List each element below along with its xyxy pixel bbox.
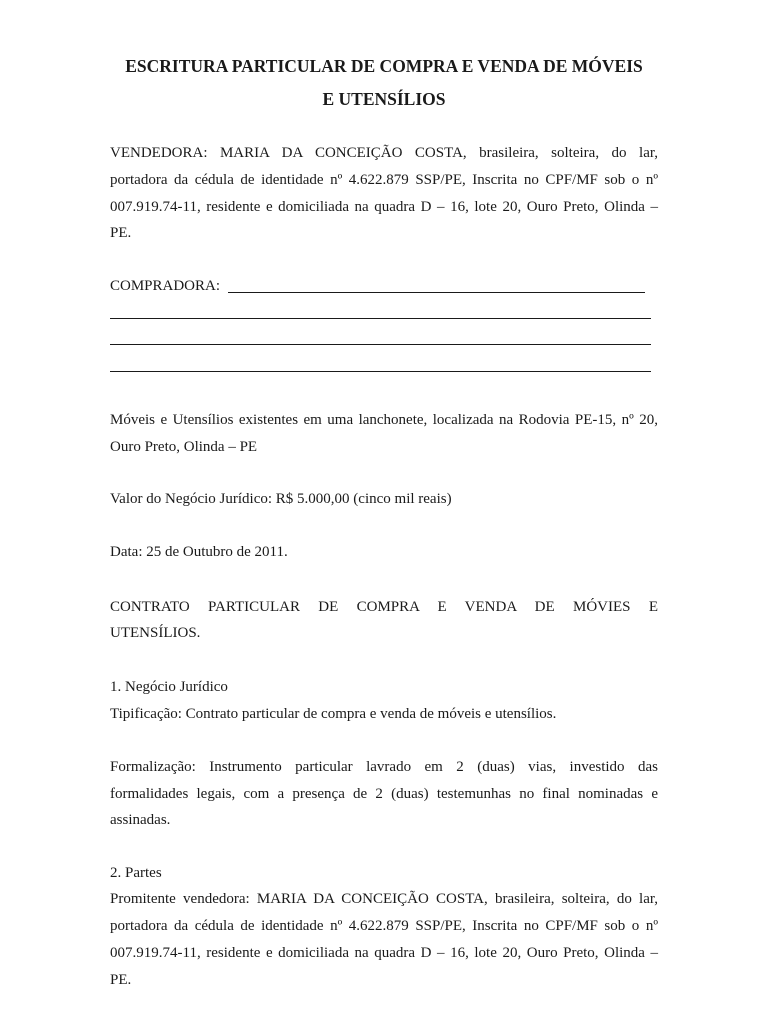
moveis-line-2: Ouro Preto, Olinda – PE — [110, 439, 258, 455]
document-title-line-1: ESCRITURA PARTICULAR DE COMPRA E VENDA DE MÓVEIS — [125, 56, 643, 76]
compradora-label: COMPRADORA: — [110, 278, 221, 294]
compradora-blank-line-1[interactable] — [228, 292, 645, 293]
section-2-heading: 2. Partes — [110, 865, 162, 881]
section-1-heading: 1. Negócio Jurídico — [110, 679, 228, 695]
formalizacao-line-3: assinadas. — [110, 812, 171, 828]
data-contrato: Data: 25 de Outubro de 2011. — [110, 544, 288, 560]
compradora-blank-line-3[interactable] — [110, 344, 651, 345]
formalizacao-line-2: formalidades legais, com a presença de 2 (duas) testemunhas no final nominadas e — [110, 786, 658, 802]
formalizacao-line-1: Formalização: Instrumento particular lavrado em 2 (duas) vias, investido das — [110, 759, 658, 775]
compradora-blank-line-2[interactable] — [110, 318, 651, 319]
partes-line-1: Promitente vendedora: MARIA DA CONCEIÇÃO COSTA, brasileira, solteira, do lar, — [110, 891, 658, 907]
document-title-line-2: E UTENSÍLIOS — [322, 89, 446, 109]
partes-line-2: portadora da cédula de identidade nº 4.622.879 SSP/PE, Inscrita no CPF/MF sob o nº — [110, 918, 658, 934]
vendedora-line-4: PE. — [110, 225, 132, 241]
partes-line-4: PE. — [110, 972, 132, 988]
vendedora-line-1: VENDEDORA: MARIA DA CONCEIÇÃO COSTA, brasileira, solteira, do lar, — [110, 145, 658, 161]
vendedora-line-2: portadora da cédula de identidade nº 4.622.879 SSP/PE, Inscrita no CPF/MF sob o nº — [110, 172, 658, 188]
compradora-blank-line-4[interactable] — [110, 371, 651, 372]
tipificacao: Tipificação: Contrato particular de compra e venda de móveis e utensílios. — [110, 706, 557, 722]
vendedora-line-3: 007.919.74-11, residente e domiciliada na quadra D – 16, lote 20, Ouro Preto, Olinda – — [110, 199, 658, 215]
partes-line-3: 007.919.74-11, residente e domiciliada na quadra D – 16, lote 20, Ouro Preto, Olinda – — [110, 945, 658, 961]
moveis-line-1: Móveis e Utensílios existentes em uma lanchonete, localizada na Rodovia PE-15, nº 20, — [110, 412, 658, 428]
contrato-line-2: UTENSÍLIOS. — [110, 625, 201, 641]
contrato-line-1: CONTRATO PARTICULAR DE COMPRA E VENDA DE MÓVIES E — [110, 599, 658, 615]
valor-negocio: Valor do Negócio Jurídico: R$ 5.000,00 (cinco mil reais) — [110, 491, 452, 507]
